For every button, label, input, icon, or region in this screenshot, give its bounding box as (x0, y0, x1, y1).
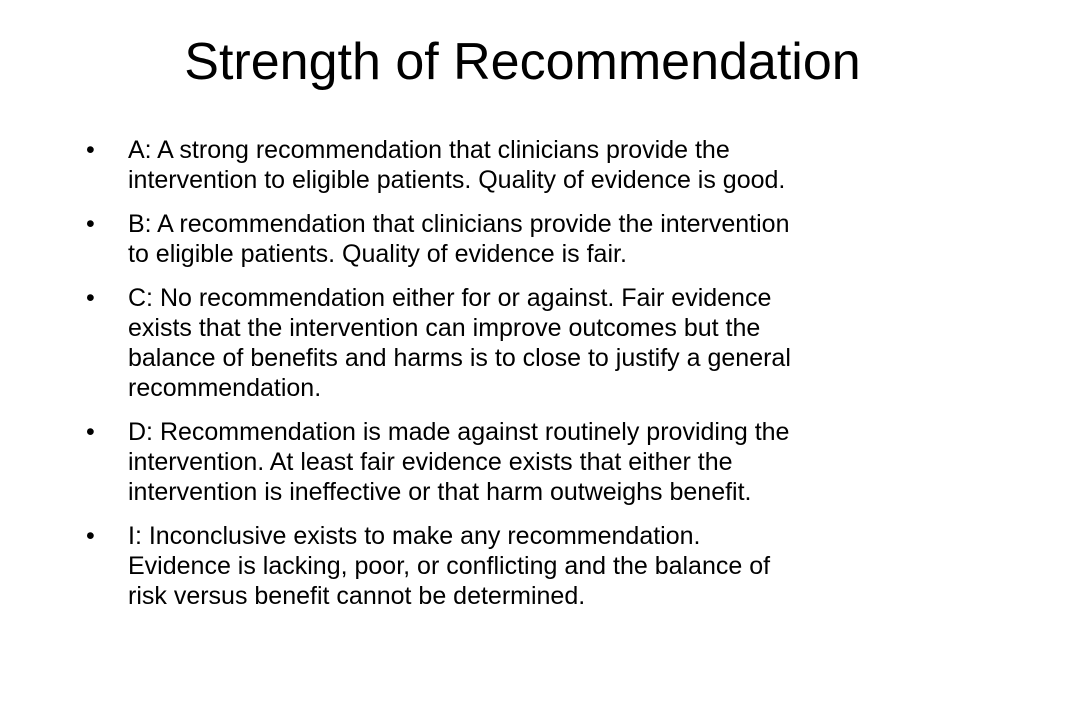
bullet-item-a (86, 135, 986, 195)
bullet-item-d (86, 417, 986, 507)
bullet-text-line: balance of benefits and harms is to close to justify a general (128, 344, 791, 372)
bullet-text-line: Evidence is lacking, poor, or conflicting and the balance of (128, 552, 771, 580)
bullet-icon: • (86, 136, 95, 164)
bullet-text-line: C: No recommendation either for or against. Fair evidence (128, 284, 772, 312)
bullet-item-b (86, 209, 986, 269)
bullet-text-line: intervention to eligible patients. Quality of evidence is good. (128, 166, 786, 194)
bullet-icon: • (86, 418, 95, 446)
bullet-text-line: intervention is ineffective or that harm outweighs benefit. (128, 478, 752, 506)
bullet-text-line: I: Inconclusive exists to make any recommendation. (128, 522, 701, 550)
bullet-text-line: intervention. At least fair evidence exists that either the (128, 448, 733, 476)
bullet-text-line: risk versus benefit cannot be determined. (128, 582, 586, 610)
bullet-text-line: to eligible patients. Quality of evidence is fair. (128, 240, 627, 268)
bullet-item-i (86, 521, 986, 611)
bullet-icon: • (86, 210, 95, 238)
bullet-item-c (86, 283, 986, 403)
bullet-list (86, 135, 986, 625)
bullet-text-line: exists that the intervention can improve outcomes but the (128, 314, 761, 342)
bullet-text-line: B: A recommendation that clinicians provide the intervention (128, 210, 790, 238)
bullet-text-line: A: A strong recommendation that clinicians provide the (128, 136, 730, 164)
bullet-icon: • (86, 284, 95, 312)
bullet-text-line: recommendation. (128, 374, 322, 402)
bullet-icon: • (86, 522, 95, 550)
bullet-text-line: D: Recommendation is made against routinely providing the (128, 418, 790, 446)
slide-title: Strength of Recommendation (184, 33, 861, 91)
